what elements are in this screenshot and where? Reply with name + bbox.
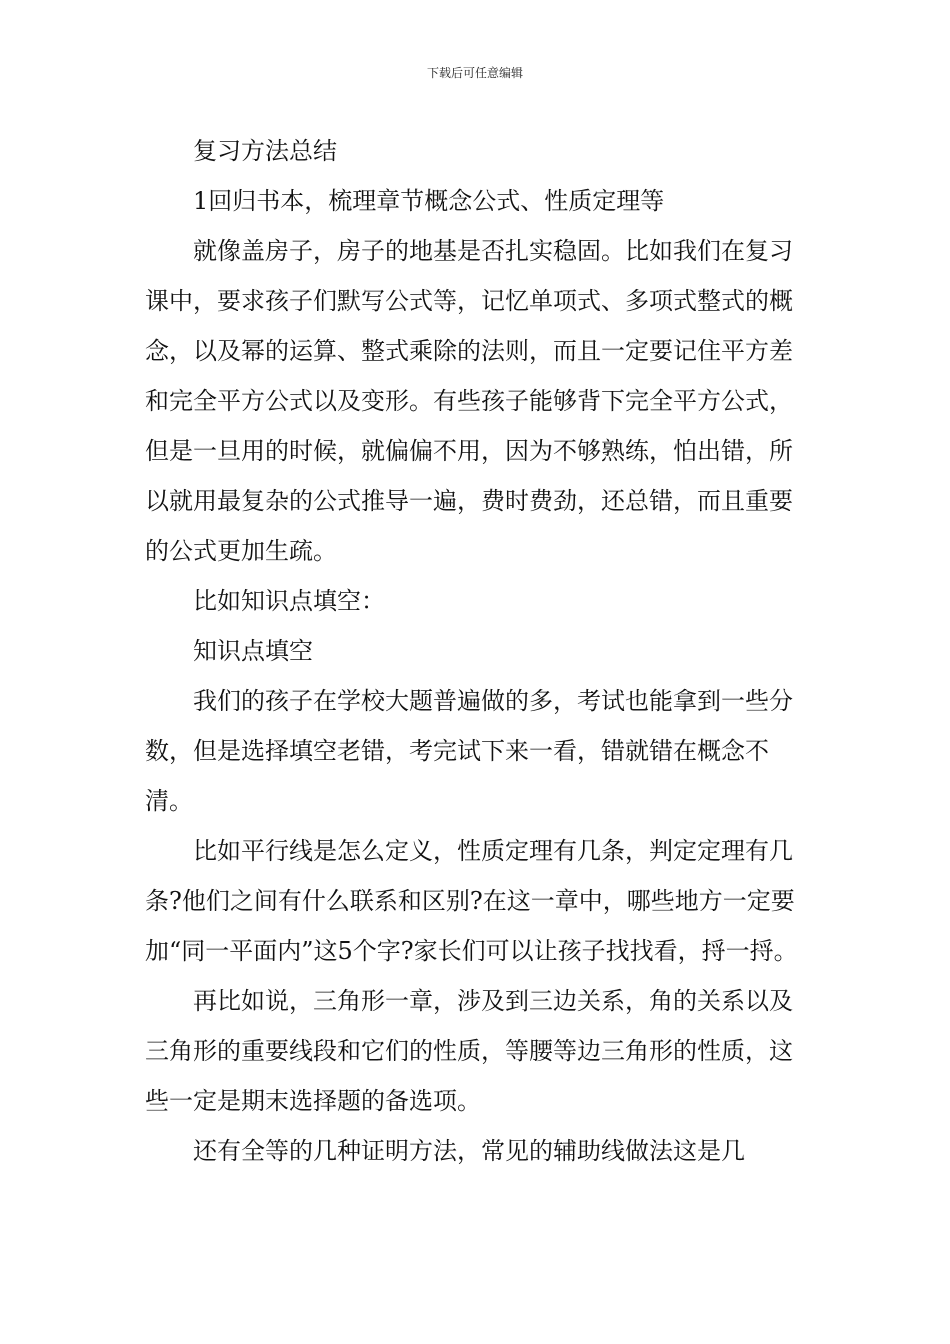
body-paragraph: 比如知识点填空： [193,587,385,615]
body-paragraph: 还有全等的几种证明方法，常见的辅助线做法这是几 [193,1137,745,1165]
subsection-heading: 1回归书本，梳理章节概念公式、性质定理等 [193,187,665,215]
body-paragraph: 再比如说，三角形一章，涉及到三边关系，角的关系以及三角形的重要线段和它们的性质，等腰等边三角形的性质，这些一定是期末选择题的备选项。 [145,987,793,1115]
document-body [145,126,809,1176]
body-paragraph: 知识点填空 [193,637,313,665]
page-header: 下载后可任意编辑 [426,66,523,80]
body-paragraph: 我们的孩子在学校大题普遍做的多，考试也能拿到一些分数，但是选择填空老错，考完试下来一看，错就错在概念不清。 [145,687,793,815]
body-paragraph: 比如平行线是怎么定义，性质定理有几条，判定定理有几条?他们之间有什么联系和区别?在这一章中，哪些地方一定要加“同一平面内”这5个字?家长们可以让孩子找找看，捋一捋。 [145,837,798,965]
section-title: 复习方法总结 [193,137,337,165]
body-paragraph: 就像盖房子，房子的地基是否扎实稳固。比如我们在复习课中，要求孩子们默写公式等，记忆单项式、多项式整式的概念，以及幂的运算、整式乘除的法则，而且一定要记住平方差和完全平方公式以及变形。有些孩子能够背下完全平方公式，但是一旦用的时候，就偏偏不用，因为不够熟练，怕出错，所以就用最复杂的公式推导一遍，费时费劲，还总错，而且重要的公式更加生疏。 [145,237,793,565]
